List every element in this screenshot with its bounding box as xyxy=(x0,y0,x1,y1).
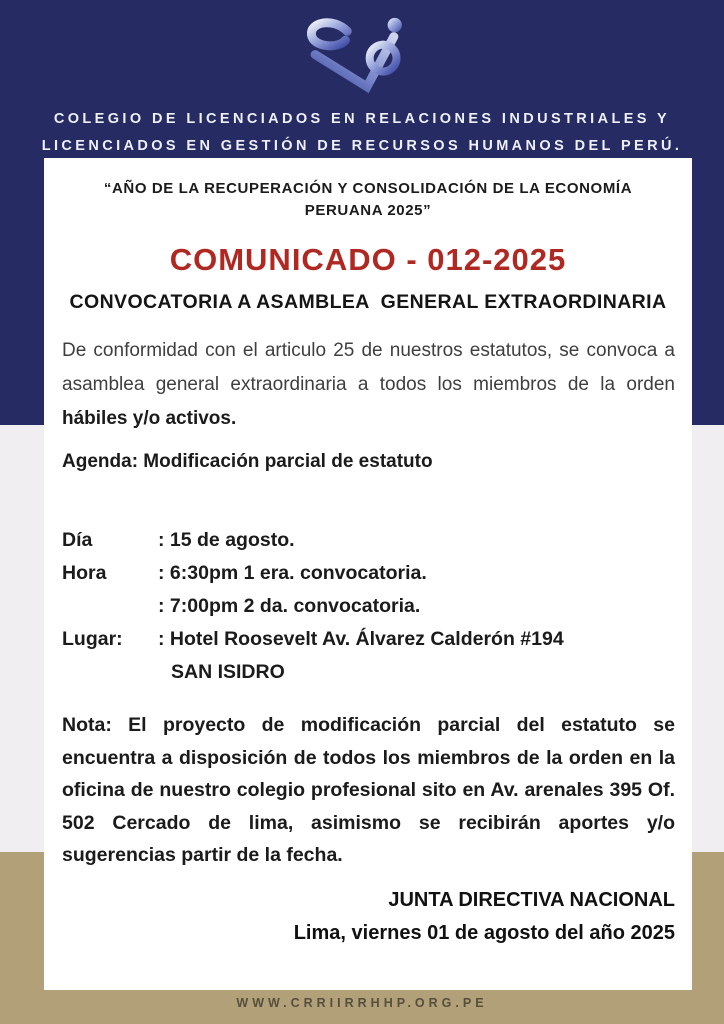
note-paragraph: Nota: El proyecto de modificación parcial del estatuto se encuentra a disposición de todos los miembros de la orden en la oficina de nuestro colegio profesional sito en Av. arenales 395 Of. 502 Cercado de lima, asimismo se recibirán aportes y/o sugerencias partir de la fecha. xyxy=(62,714,675,866)
day-value: : 15 de agosto. xyxy=(158,529,295,551)
agenda-label: Agenda xyxy=(62,451,132,472)
agenda-text: Modificación parcial de estatuto xyxy=(143,451,433,472)
time2-label xyxy=(62,590,158,623)
signature-date: Lima, viernes 01 de agosto del año 2025 xyxy=(293,921,675,944)
agenda-line xyxy=(62,450,675,474)
detail-row-time2 xyxy=(62,590,675,623)
day-label: Día xyxy=(62,529,93,551)
district-value: SAN ISIDRO xyxy=(171,661,285,683)
official-year-quote: “AÑO DE LA RECUPERACIÓN Y CONSOLIDACIÓN DE LA ECONOMÍA PERUANA 2025” xyxy=(103,180,633,219)
communique-title: COMUNICADO - 012-2025 xyxy=(169,242,567,277)
organization-name-line1: COLEGIO DE LICENCIADOS EN RELACIONES INDUSTRIALES Y xyxy=(53,111,671,127)
district-label xyxy=(62,656,158,689)
intro-text: De conformidad con el articulo 25 de nuestros estatutos, se convoca a asamblea general extraordinaria a todos los miembros de la orden xyxy=(62,340,675,395)
agenda-separator: : xyxy=(131,451,144,472)
signature-board: JUNTA DIRECTIVA NACIONAL xyxy=(388,888,675,911)
event-details xyxy=(62,524,675,689)
detail-row-district xyxy=(62,656,675,689)
time-second-call-value: : 7:00pm 2 da. convocatoria. xyxy=(158,595,421,617)
crp-monogram-logo-icon xyxy=(0,8,724,104)
detail-row-place xyxy=(62,623,675,656)
time-label: Hora xyxy=(62,562,107,584)
intro-bold-text: hábiles y/o activos. xyxy=(62,408,237,429)
announcement-card xyxy=(44,158,692,990)
assembly-subtitle: CONVOCATORIA A ASAMBLEA GENERAL EXTRAORDINARIA xyxy=(69,291,667,313)
header xyxy=(0,0,724,181)
signature-block xyxy=(62,884,675,950)
time-first-call-value: : 6:30pm 1 era. convocatoria. xyxy=(158,562,427,584)
detail-row-time xyxy=(62,557,675,590)
intro-paragraph xyxy=(62,334,675,436)
place-label: Lugar: xyxy=(62,628,123,650)
website-url: WWW.CRRIIRRHHP.ORG.PE xyxy=(236,996,488,1010)
detail-row-day xyxy=(62,524,675,557)
place-value: : Hotel Roosevelt Av. Álvarez Calderón #194 xyxy=(158,628,564,650)
organization-name-line2: LICENCIADOS EN GESTIÓN DE RECURSOS HUMANOS DEL PERÚ. xyxy=(41,138,683,154)
